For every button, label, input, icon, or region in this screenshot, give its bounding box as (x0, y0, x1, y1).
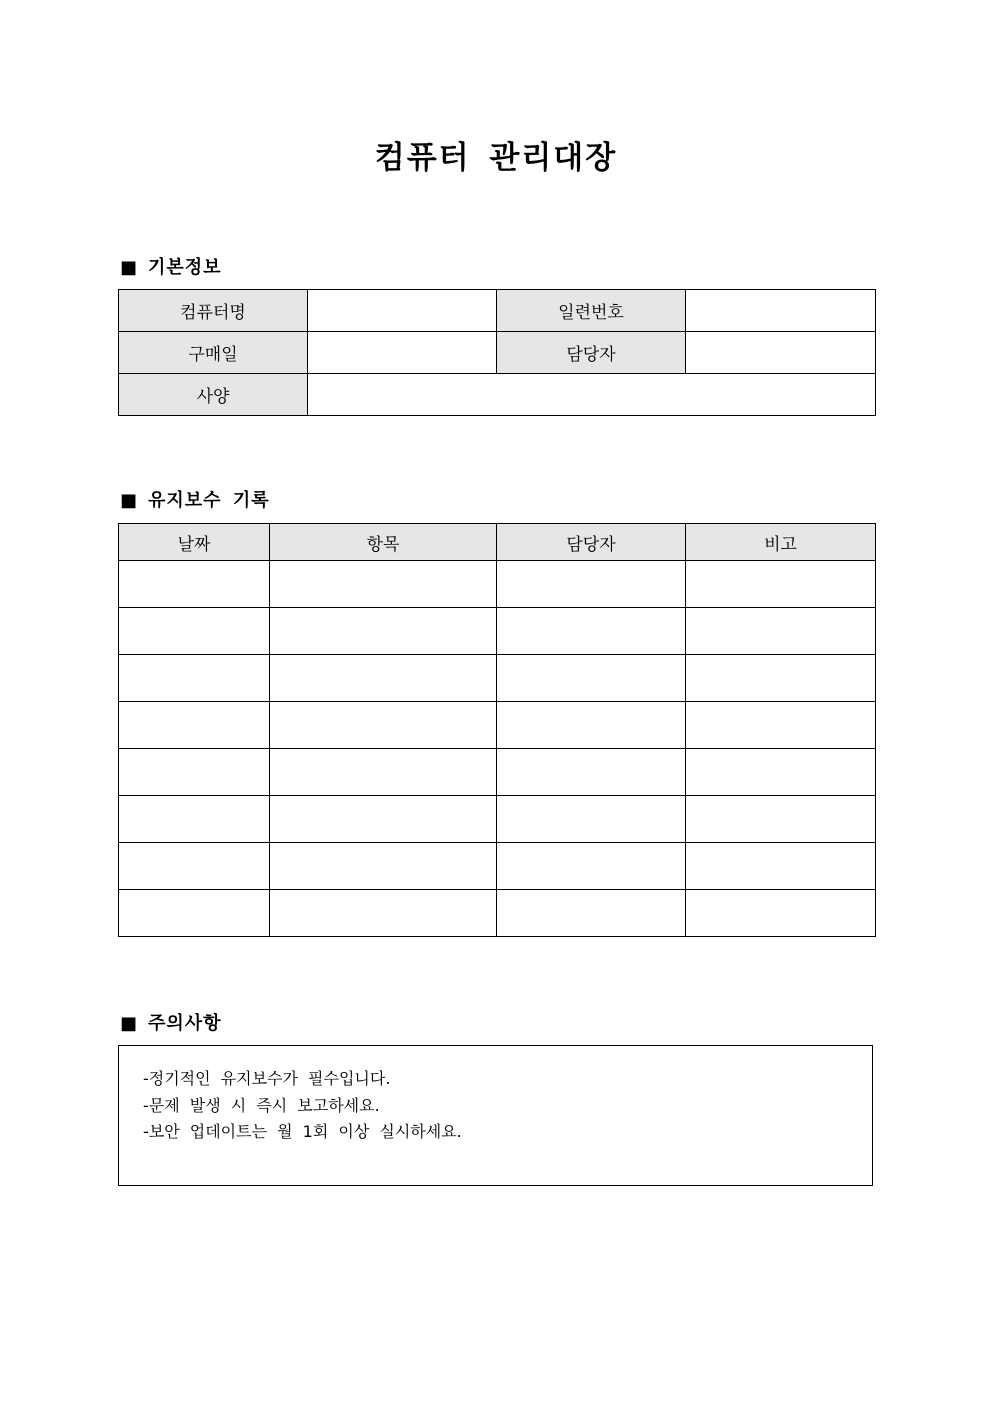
table-cell[interactable] (686, 702, 876, 749)
label-purchase-date: 구매일 (119, 332, 308, 374)
table-cell[interactable] (270, 843, 497, 890)
spec-field[interactable] (308, 374, 876, 416)
square-bullet-icon: ■ (120, 1013, 139, 1034)
table-row (119, 796, 876, 843)
table-cell[interactable] (686, 843, 876, 890)
section-heading-label: 주의사항 (148, 1013, 222, 1034)
list-item: -정기적인 유지보수가 필수입니다. (143, 1069, 391, 1088)
table-row (119, 374, 876, 416)
table-cell[interactable] (686, 749, 876, 796)
section-heading-notes (120, 1009, 222, 1035)
table-cell[interactable] (270, 796, 497, 843)
page-title: 컴퓨터 관리대장 (374, 140, 618, 176)
table-cell[interactable] (497, 608, 686, 655)
serial-number-field[interactable] (686, 290, 876, 332)
table-cell[interactable] (686, 655, 876, 702)
table-cell[interactable] (686, 608, 876, 655)
table-cell[interactable] (119, 796, 270, 843)
table-cell[interactable] (119, 843, 270, 890)
list-item: -보안 업데이트는 월 1회 이상 실시하세요. (143, 1122, 462, 1141)
label-spec: 사양 (119, 374, 308, 416)
section-heading-label: 유지보수 기록 (148, 490, 270, 511)
section-heading-basic-info (120, 253, 222, 279)
table-cell[interactable] (497, 655, 686, 702)
table-row (119, 655, 876, 702)
table-cell[interactable] (497, 843, 686, 890)
table-row (119, 608, 876, 655)
basic-info-table (118, 289, 876, 416)
table-cell[interactable] (270, 608, 497, 655)
label-serial-number: 일련번호 (497, 290, 686, 332)
table-cell[interactable] (497, 890, 686, 937)
section-heading-maintenance (120, 486, 270, 512)
section-heading-label: 기본정보 (148, 257, 222, 278)
column-header-item: 항목 (270, 524, 497, 561)
table-cell[interactable] (270, 749, 497, 796)
table-cell[interactable] (119, 561, 270, 608)
table-cell[interactable] (119, 608, 270, 655)
square-bullet-icon: ■ (120, 257, 139, 278)
label-manager: 담당자 (497, 332, 686, 374)
table-cell[interactable] (497, 561, 686, 608)
table-row (119, 702, 876, 749)
computer-name-field[interactable] (308, 290, 497, 332)
table-row (119, 890, 876, 937)
notes-box (118, 1045, 873, 1186)
table-row (119, 332, 876, 374)
column-header-manager: 담당자 (497, 524, 686, 561)
notes-list (143, 1066, 872, 1146)
table-cell[interactable] (270, 890, 497, 937)
column-header-remarks: 비고 (686, 524, 876, 561)
table-cell[interactable] (686, 890, 876, 937)
table-cell[interactable] (270, 561, 497, 608)
table-cell[interactable] (270, 655, 497, 702)
table-header-row (119, 524, 876, 561)
table-cell[interactable] (686, 561, 876, 608)
label-computer-name: 컴퓨터명 (119, 290, 308, 332)
table-cell[interactable] (270, 702, 497, 749)
square-bullet-icon: ■ (120, 490, 139, 511)
table-row (119, 749, 876, 796)
table-cell[interactable] (119, 655, 270, 702)
column-header-date: 날짜 (119, 524, 270, 561)
table-row (119, 290, 876, 332)
maintenance-table (118, 523, 876, 937)
table-row (119, 843, 876, 890)
table-cell[interactable] (119, 702, 270, 749)
table-row (119, 561, 876, 608)
table-cell[interactable] (686, 796, 876, 843)
manager-field[interactable] (686, 332, 876, 374)
table-cell[interactable] (497, 796, 686, 843)
list-item: -문제 발생 시 즉시 보고하세요. (143, 1095, 380, 1115)
table-cell[interactable] (119, 749, 270, 796)
purchase-date-field[interactable] (308, 332, 497, 374)
table-cell[interactable] (497, 702, 686, 749)
table-cell[interactable] (119, 890, 270, 937)
table-cell[interactable] (497, 749, 686, 796)
